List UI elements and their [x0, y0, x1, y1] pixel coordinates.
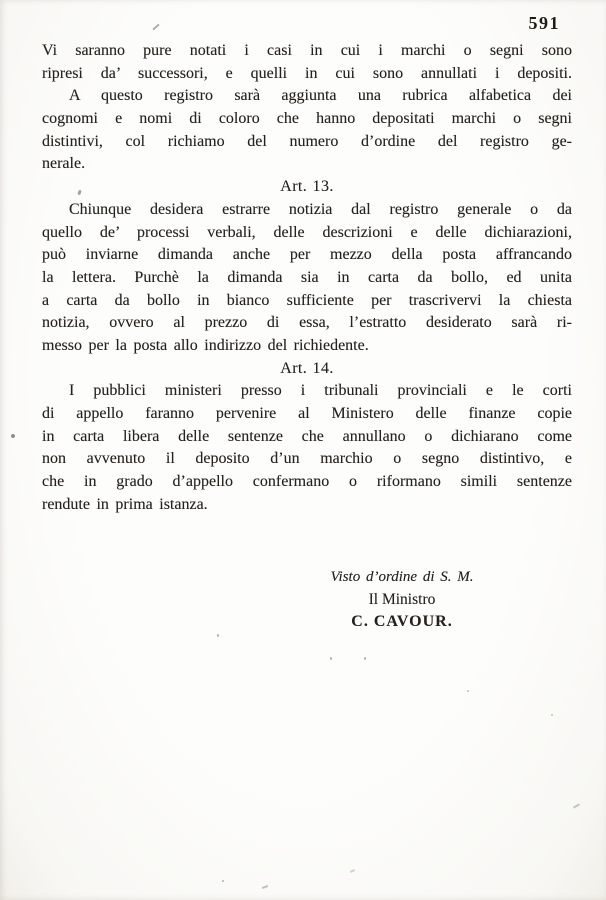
text-line: può inviarne dimanda anche per mezzo della posta affrancando	[42, 246, 572, 264]
scan-speck	[11, 434, 15, 438]
text-line: notizia, ovvero al prezzo di essa, l’estratto desiderato sarà ri-	[42, 314, 572, 332]
scan-speck	[350, 869, 355, 873]
scan-speck	[217, 634, 219, 637]
text-line: a carta da bollo in bianco sufficiente per trascrivervi la chiesta	[42, 291, 572, 309]
text-line: di appello faranno pervenire al Ministero delle finanze copie	[42, 405, 572, 422]
text-line: rendute in prima istanza.	[42, 495, 208, 513]
article-14-heading: Art. 14.	[280, 359, 334, 377]
signature-name-line: C. CAVOUR.	[351, 613, 453, 630]
text-line: A questo registro sarà aggiunta una rubrica alfabetica dei	[69, 87, 572, 105]
page-number: 591	[528, 13, 560, 33]
scan-speck	[152, 24, 159, 31]
text-line: messo per la posta allo indirizzo del richiedente.	[42, 336, 369, 354]
text-line: che in grado d’appello confermano o riformano simili sentenze	[42, 473, 572, 491]
text-line: Chiunque desidera estrarre notizia dal registro generale o da	[69, 200, 572, 218]
scan-speck	[222, 880, 224, 882]
text-line: Vi saranno pure notati i casi in cui i marchi o segni sono	[42, 42, 572, 59]
scan-speck	[262, 885, 268, 889]
article-13-heading: Art. 13.	[280, 178, 334, 196]
text-line: non avvenuto il deposito d’un marchio o segno distintivo, e	[42, 450, 572, 468]
signature-role-line: Il Ministro	[368, 590, 436, 608]
text-line: la lettera. Purchè la dimanda sia in carta da bollo, ed unita	[42, 268, 572, 286]
text-line: nerale.	[42, 155, 86, 173]
signature-block	[314, 566, 490, 634]
text-line: distintivi, col richiamo del numero d’ordine del registro ge-	[42, 132, 572, 150]
scan-speck	[330, 657, 332, 660]
text-line: in carta libera delle sentenze che annullano o dichiarano come	[42, 427, 572, 445]
text-line: ripresi da’ successori, e quelli in cui sono annullati i depositi.	[42, 64, 572, 82]
scan-speck	[551, 714, 553, 716]
signature-visto-line: Visto d’ordine di S. M.	[330, 569, 474, 585]
scan-speck	[364, 657, 366, 660]
scan-speck	[573, 803, 580, 808]
text-column	[42, 40, 572, 516]
text-line: quello de’ processi verbali, delle descrizioni e delle dichiarazioni,	[42, 223, 572, 241]
text-line: cognomi e nomi di coloro che hanno depositati marchi o segni	[42, 110, 572, 128]
text-line: I pubblici ministeri presso i tribunali provinciali e le corti	[69, 382, 572, 400]
scan-speck	[467, 690, 469, 692]
